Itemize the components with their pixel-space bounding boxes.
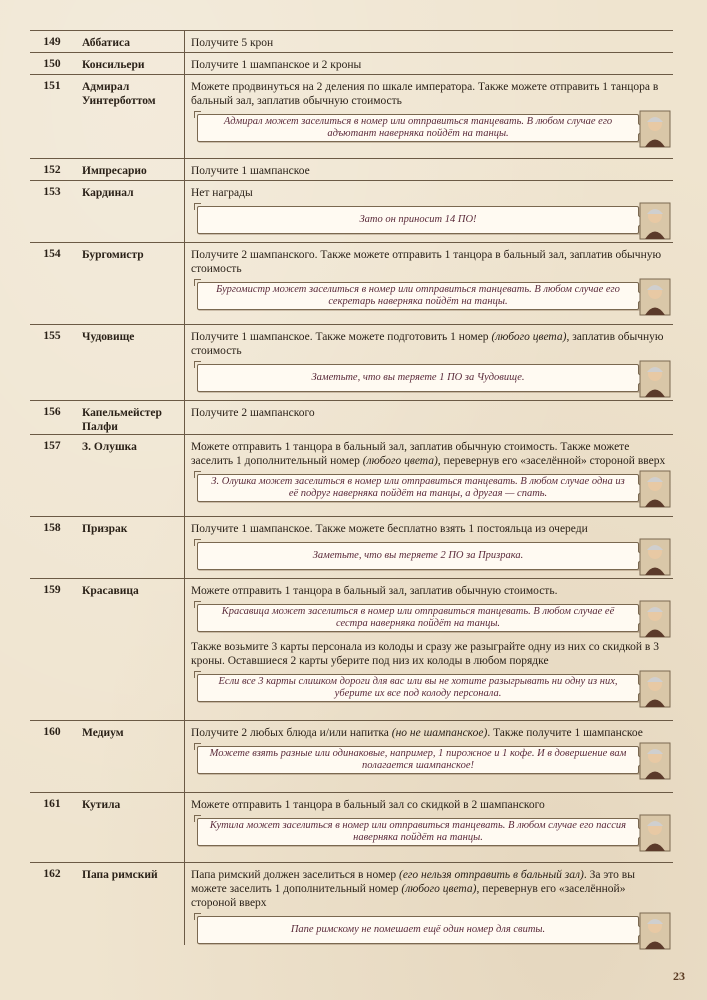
hint-bubble bbox=[193, 674, 673, 704]
butler-portrait-icon bbox=[639, 600, 671, 638]
row-name: Красавица bbox=[74, 579, 185, 720]
hint-bubble bbox=[193, 542, 673, 572]
row-number: 154 bbox=[43, 248, 61, 260]
row-name: Кардинал bbox=[74, 181, 185, 242]
butler-portrait-icon bbox=[639, 202, 671, 240]
hint-bubble bbox=[193, 474, 673, 504]
butler-portrait-icon bbox=[639, 814, 671, 852]
table-row bbox=[30, 863, 673, 945]
butler-portrait-icon bbox=[639, 360, 671, 398]
butler-portrait-icon bbox=[639, 278, 671, 316]
row-number: 149 bbox=[43, 36, 61, 48]
row-text: Можете отправить 1 танцора в бальный зал со скидкой в 2 шампанского bbox=[191, 799, 545, 811]
hint-text: З. Олушка может заселиться в номер или отправиться танцевать. В любом случае одна из её подруг наверняка пойдёт на танцы, а другая — спать. bbox=[197, 474, 639, 502]
hint-bubble bbox=[193, 114, 673, 144]
row-text: Можете отправить 1 танцора в бальный зал, заплатив обычную стоимость. bbox=[191, 585, 558, 597]
row-name: Адмирал Уинтерботтом bbox=[74, 75, 185, 158]
row-text: Получите 2 любых блюда и/или напитка (но не шампанское). Также получите 1 шампанское bbox=[191, 727, 643, 739]
hint-text: Адмирал может заселиться в номер или отправиться танцевать. В любом случае его адъютант наверняка пойдёт на танцы. bbox=[197, 114, 639, 142]
row-text: Получите 1 шампанское. Также можете подготовить 1 номер (любого цвета), заплатив обычную стоимость bbox=[191, 331, 664, 357]
hint-bubble bbox=[193, 604, 673, 634]
row-name: Папа римский bbox=[74, 863, 185, 945]
row-name: Медиум bbox=[74, 721, 185, 792]
table-row bbox=[30, 325, 673, 401]
row-text: Папа римский должен заселиться в номер (его нельзя отправить в бальный зал). За это вы можете заселить 1 дополнительный номер (любого цвета), перевернув его «заселённой» стороной вверх bbox=[191, 869, 635, 909]
row-name: Капельмейстер Палфи bbox=[74, 401, 185, 434]
butler-portrait-icon bbox=[639, 538, 671, 576]
hint-bubble bbox=[193, 818, 673, 848]
row-number: 150 bbox=[43, 58, 61, 70]
hint-bubble bbox=[193, 364, 673, 394]
row-number: 161 bbox=[43, 798, 61, 810]
row-name: Чудовище bbox=[74, 325, 185, 400]
row-name: Бургомистр bbox=[74, 243, 185, 324]
hint-bubble bbox=[193, 282, 673, 312]
hint-text: Заметьте, что вы теряете 1 ПО за Чудовище. bbox=[197, 364, 639, 392]
table-row bbox=[30, 53, 673, 75]
hint-bubble bbox=[193, 206, 673, 236]
hint-text: Красавица может заселиться в номер или отправиться танцевать. В любом случае её сестра наверняка пойдёт на танцы. bbox=[197, 604, 639, 632]
table-row bbox=[30, 401, 673, 435]
butler-portrait-icon bbox=[639, 110, 671, 148]
row-number: 159 bbox=[43, 584, 61, 596]
table-row bbox=[30, 75, 673, 159]
rules-table bbox=[30, 30, 673, 945]
hint-bubble bbox=[193, 746, 673, 776]
row-number: 160 bbox=[43, 726, 61, 738]
hint-text: Бургомистр может заселиться в номер или отправиться танцевать. В любом случае его секретарь наверняка пойдёт на танцы. bbox=[197, 282, 639, 310]
row-name: Импресарио bbox=[74, 159, 185, 180]
table-row bbox=[30, 159, 673, 181]
page-number: 23 bbox=[673, 969, 685, 983]
row-text: Получите 2 шампанского. Также можете отправить 1 танцора в бальный зал, заплатив обычную стоимость bbox=[191, 249, 662, 275]
row-number: 158 bbox=[43, 522, 61, 534]
hint-text: Можете взять разные или одинаковые, например, 1 пирожное и 1 кофе. И в довершение вам полагается шампанское! bbox=[197, 746, 639, 774]
row-number: 153 bbox=[43, 186, 61, 198]
row-name: Призрак bbox=[74, 517, 185, 578]
row-number: 155 bbox=[43, 330, 61, 342]
row-name: Кутила bbox=[74, 793, 185, 862]
hint-text: Кутила может заселиться в номер или отправиться танцевать. В любом случае его пассия наверняка пойдёт на танцы. bbox=[197, 818, 639, 846]
row-name: З. Олушка bbox=[74, 435, 185, 516]
row-text: Получите 1 шампанское и 2 кроны bbox=[191, 59, 362, 71]
row-number: 152 bbox=[43, 164, 61, 176]
row-number: 162 bbox=[43, 868, 61, 880]
row-number: 157 bbox=[43, 440, 61, 452]
butler-portrait-icon bbox=[639, 670, 671, 708]
row-name: Аббатиса bbox=[74, 31, 185, 52]
table-row bbox=[30, 181, 673, 243]
butler-portrait-icon bbox=[639, 742, 671, 780]
table-row bbox=[30, 243, 673, 325]
hint-text: Заметьте, что вы теряете 2 ПО за Призрака. bbox=[197, 542, 639, 570]
row-number: 151 bbox=[43, 80, 61, 92]
butler-portrait-icon bbox=[639, 470, 671, 508]
row-text: Можете продвинуться на 2 деления по шкале императора. Также можете отправить 1 танцора в бальный зал, заплатив обычную стоимость bbox=[191, 81, 659, 107]
hint-text: Если все 3 карты слишком дороги для вас или вы не хотите разыгрывать ни одну из них, уберите их все под колоду персонала. bbox=[197, 674, 639, 702]
row-text: Получите 1 шампанское. Также можете бесплатно взять 1 постояльца из очереди bbox=[191, 523, 588, 535]
table-row bbox=[30, 721, 673, 793]
row-text: Нет награды bbox=[191, 187, 253, 199]
hint-text: Зато он приносит 14 ПО! bbox=[197, 206, 639, 234]
hint-bubble bbox=[193, 916, 673, 946]
row-text: Получите 2 шампанского bbox=[191, 407, 315, 419]
hint-text: Папе римскому не помешает ещё один номер для свиты. bbox=[197, 916, 639, 944]
table-row bbox=[30, 793, 673, 863]
table-row bbox=[30, 579, 673, 721]
butler-portrait-icon bbox=[639, 912, 671, 950]
row-text: Можете отправить 1 танцора в бальный зал, заплатив обычную стоимость. Также можете заселить 1 дополнительный номер (любого цвета), перевернув его «заселённой» стороной вверх bbox=[191, 441, 666, 467]
row-text-extra: Также возьмите 3 карты персонала из колоды и сразу же разыграйте одну из них со скидкой в 3 кроны. Оставшиеся 2 карты уберите под низ их колоды в любом порядке bbox=[191, 641, 659, 667]
table-row bbox=[30, 435, 673, 517]
row-name: Консильери bbox=[74, 53, 185, 74]
table-row bbox=[30, 31, 673, 53]
row-text: Получите 1 шампанское bbox=[191, 165, 310, 177]
row-number: 156 bbox=[43, 406, 61, 418]
table-row bbox=[30, 517, 673, 579]
row-text: Получите 5 крон bbox=[191, 37, 274, 49]
